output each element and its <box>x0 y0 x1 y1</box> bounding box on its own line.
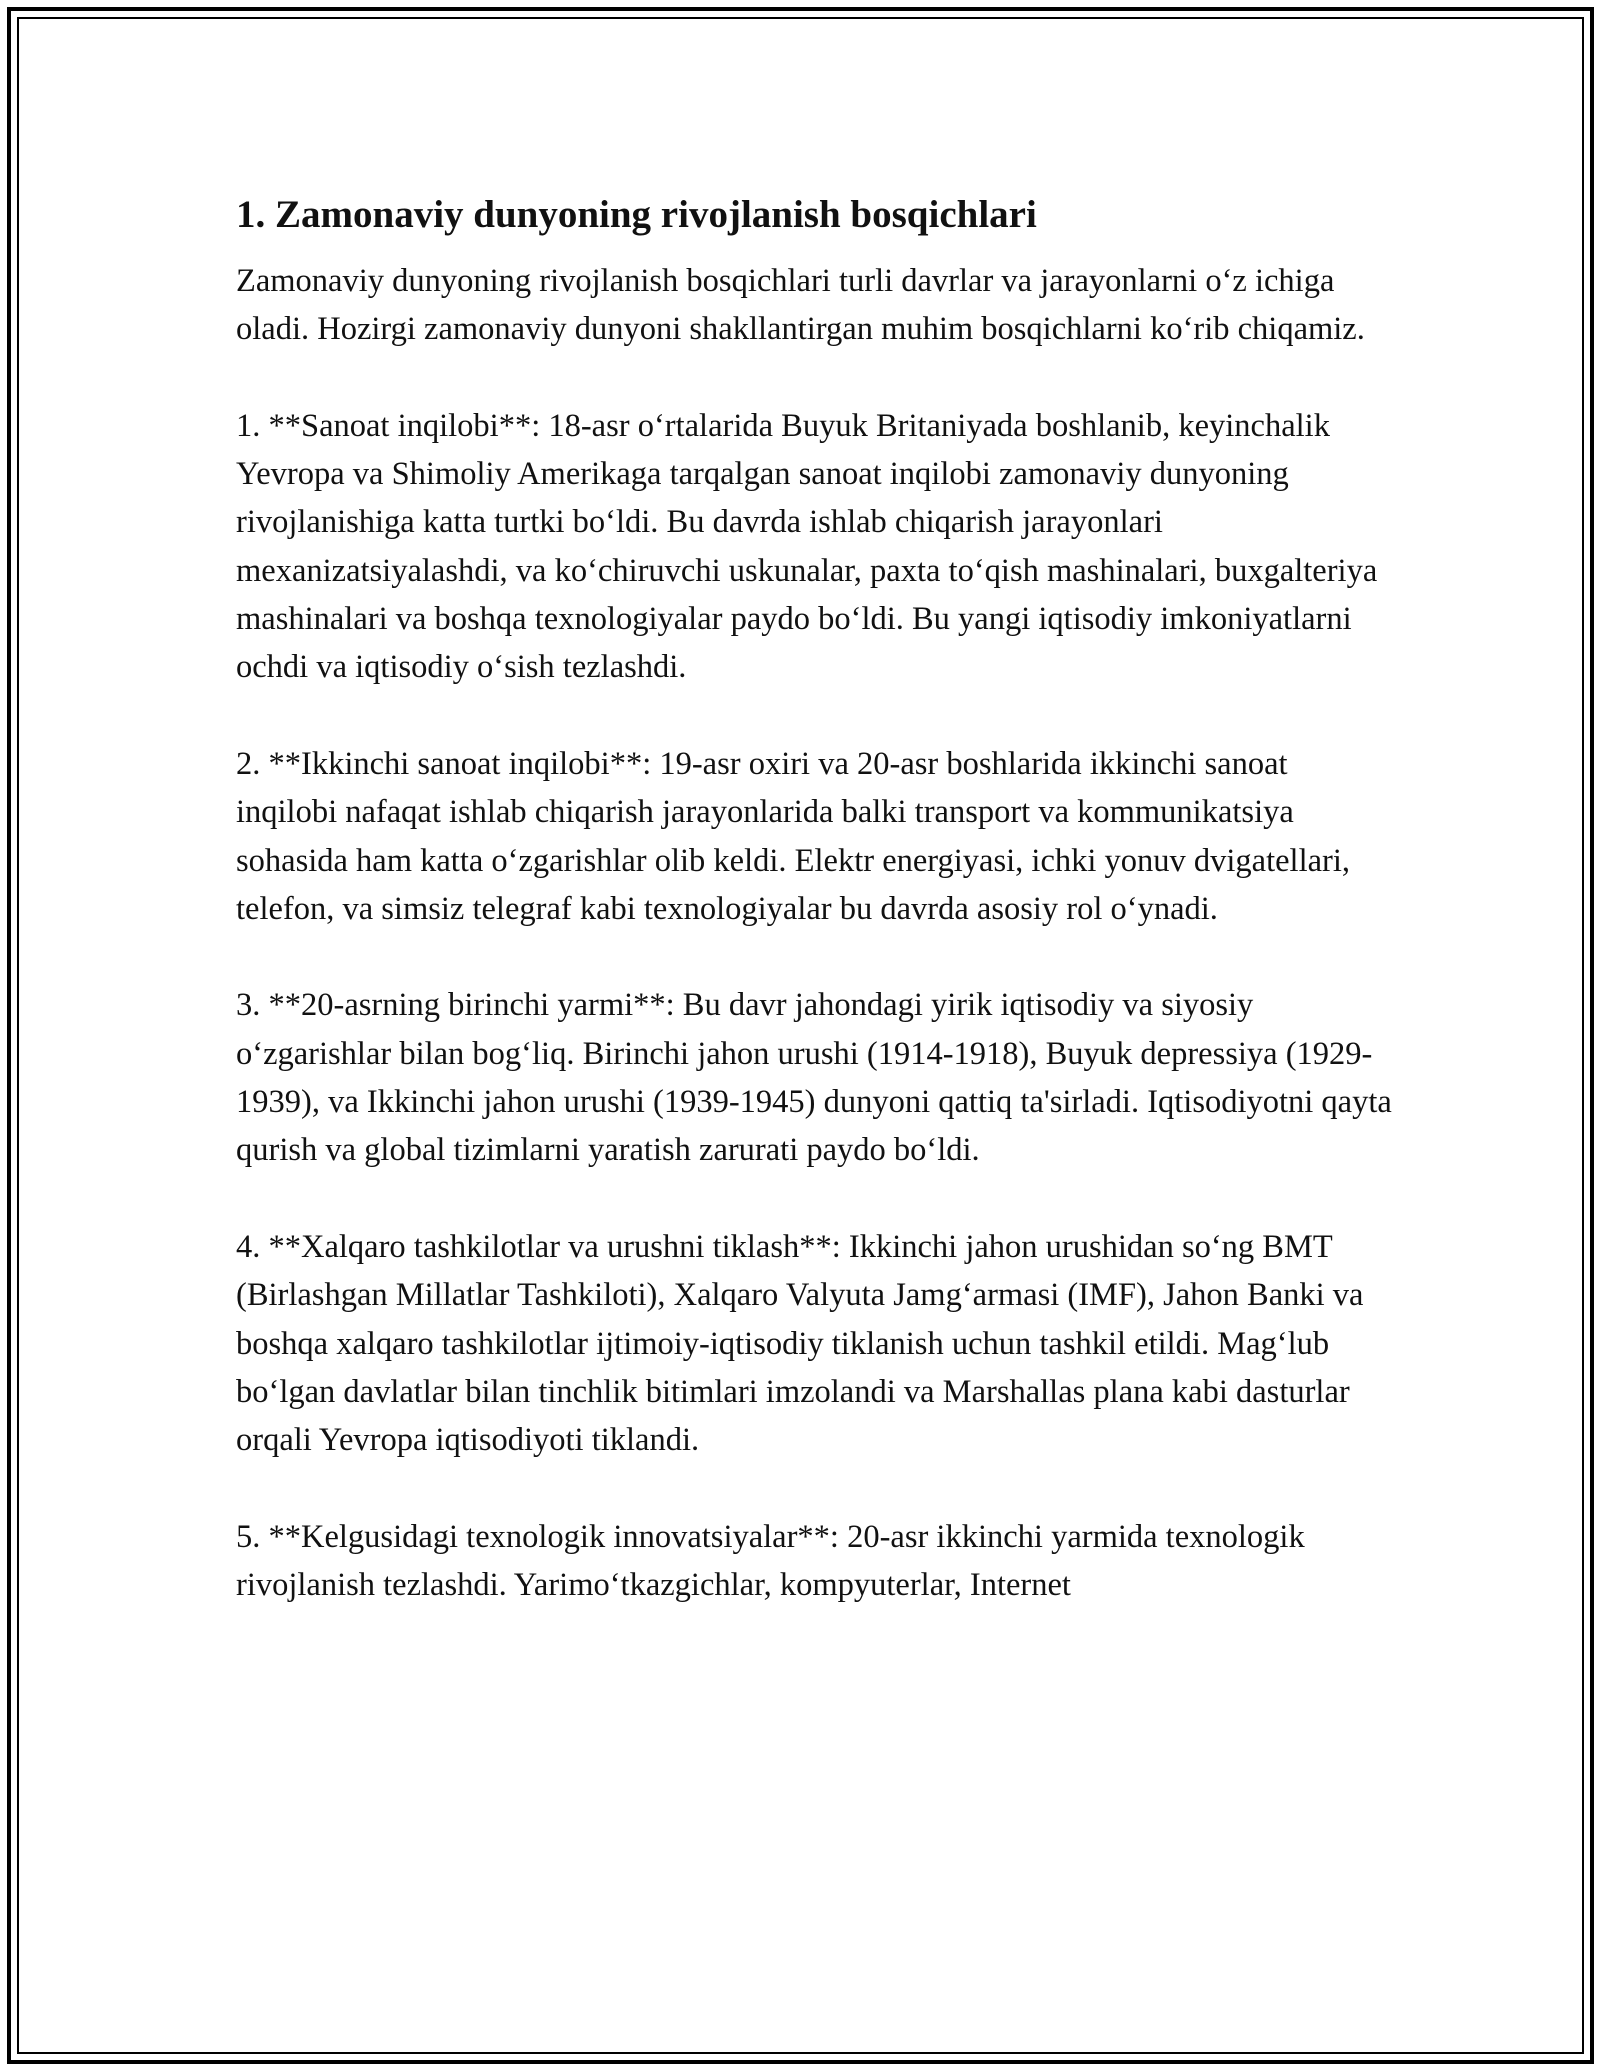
intro-paragraph: Zamonaviy dunyoning rivojlanish bosqichlari turli davrlar va jarayonlarni o‘z ichiga oladi. Hozirgi zamonaviy dunyoni shakllantirgan muhim bosqichlarni ko‘rib chiqamiz. <box>236 263 1365 348</box>
paragraph-second-industrial-revolution: 2. **Ikkinchi sanoat inqilobi**: 19-asr oxiri va 20-asr boshlarida ikkinchi sanoat inqilobi nafaqat ishlab chiqarish jarayonlarida balki transport va kommunikatsiya sohasida ham katta o‘zgarishlar olib keldi. Elektr energiyasi, ichki yonuv dvigatellari, telefon, va simsiz telegraf kabi texnologiyalar bu davrda asosiy rol o‘ynadi. <box>236 745 1351 927</box>
document-body <box>236 180 1396 1609</box>
paragraph-industrial-revolution: 1. **Sanoat inqilobi**: 18-asr o‘rtalarida Buyuk Britaniyada boshlanib, keyinchalik Yevropa va Shimoliy Amerikaga tarqalgan sanoat inqilobi zamonaviy dunyoning rivojlanishiga katta turtki bo‘ldi. Bu davrda ishlab chiqarish jarayonlari mexanizatsiyalashdi, va ko‘chiruvchi uskunalar, paxta to‘qish mashinalari, buxgalteriya mashinalari va boshqa texnologiyalar paydo bo‘ldi. Bu yangi iqtisodiy imkoniyatlarni ochdi va iqtisodiy o‘sish tezlashdi. <box>236 407 1378 686</box>
document-title: 1. Zamonaviy dunyoning rivojlanish bosqichlari <box>236 193 1037 236</box>
paragraph-technological-innovations: 5. **Kelgusidagi texnologik innovatsiyalar**: 20-asr ikkinchi yarmida texnologik rivojlanish tezlashdi. Yarimo‘tkazgichlar, kompyuterlar, Internet <box>236 1518 1305 1604</box>
paragraph-international-organizations: 4. **Xalqaro tashkilotlar va urushni tiklash**: Ikkinchi jahon urushidan so‘ng BMT (Birlashgan Millatlar Tashkiloti), Xalqaro Valyuta Jamg‘armasi (IMF), Jahon Banki va boshqa xalqaro tashkilotlar ijtimoiy-iqtisodiy tiklanish uchun tashkil etildi. Mag‘lub bo‘lgan davlatlar bilan tinchlik bitimlari imzolandi va Marshallas plana kabi dasturlar orqali Yevropa iqtisodiyoti tiklandi. <box>236 1228 1364 1459</box>
paragraph-first-half-20th-century: 3. **20-asrning birinchi yarmi**: Bu davr jahondagi yirik iqtisodiy va siyosiy o‘zgarishlar bilan bog‘liq. Birinchi jahon urushi (1914-1918), Buyuk depressiya (1929-1939), va Ikkinchi jahon urushi (1939-1945) dunyoni qattiq ta'sirladi. Iqtisodiyotni qayta qurish va global tizimlarni yaratish zarurati paydo bo‘ldi. <box>236 987 1392 1169</box>
